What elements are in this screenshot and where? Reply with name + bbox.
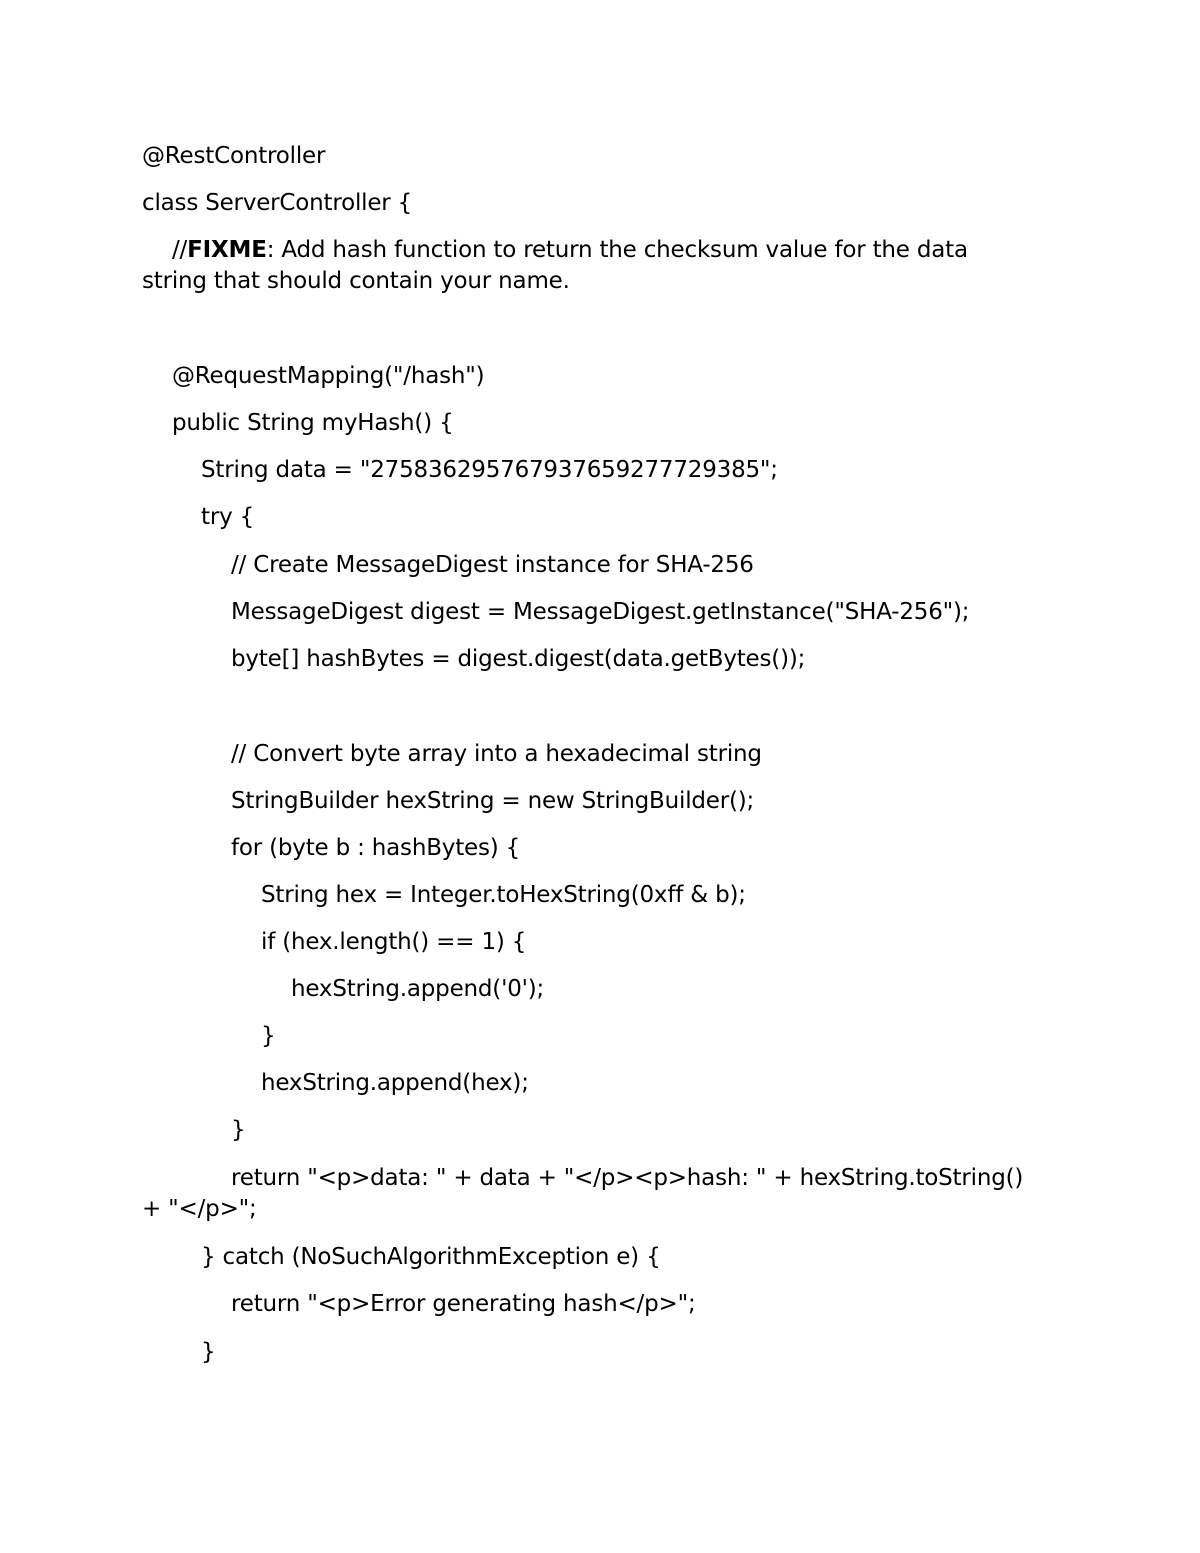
class-declaration: class ServerController { <box>142 190 413 216</box>
hex-string-line: String hex = Integer.toHexString(0xff & b); <box>261 882 746 908</box>
data-string-declaration: String data = "275836295767937659277729385"; <box>201 457 778 483</box>
fixme-comment-continuation: string that should contain your name. <box>142 268 570 294</box>
return-line: return "<p>data: " + data + "</p><p>hash: " + hexString.toString() <box>231 1165 1024 1191</box>
try-block-open: try { <box>201 504 255 530</box>
comment-slashes: // <box>172 237 188 263</box>
for-loop-close: } <box>231 1117 246 1143</box>
catch-block-close: } <box>201 1339 216 1365</box>
request-mapping-annotation: @RequestMapping("/hash") <box>172 363 485 389</box>
message-digest-line: MessageDigest digest = MessageDigest.getInstance("SHA-256"); <box>231 599 970 625</box>
if-statement-close: } <box>261 1023 276 1049</box>
for-loop-open: for (byte b : hashBytes) { <box>231 835 521 861</box>
return-line-continuation: + "</p>"; <box>142 1196 257 1222</box>
method-declaration: public String myHash() { <box>172 410 454 436</box>
return-error-line: return "<p>Error generating hash</p>"; <box>231 1291 696 1317</box>
convert-comment: // Convert byte array into a hexadecimal string <box>231 741 762 767</box>
catch-block-open: } catch (NoSuchAlgorithmException e) { <box>201 1244 661 1270</box>
hash-bytes-line: byte[] hashBytes = digest.digest(data.getBytes()); <box>231 646 806 672</box>
string-builder-line: StringBuilder hexString = new StringBuilder(); <box>231 788 755 814</box>
create-digest-comment: // Create MessageDigest instance for SHA-256 <box>231 552 754 578</box>
fixme-text: : Add hash function to return the checksum value for the data <box>266 237 968 263</box>
if-statement-open: if (hex.length() == 1) { <box>261 929 527 955</box>
fixme-comment <box>172 236 968 264</box>
annotation-rest-controller: @RestController <box>142 143 326 169</box>
append-zero-line: hexString.append('0'); <box>291 976 545 1002</box>
append-hex-line: hexString.append(hex); <box>261 1070 529 1096</box>
fixme-keyword: FIXME <box>187 237 267 263</box>
